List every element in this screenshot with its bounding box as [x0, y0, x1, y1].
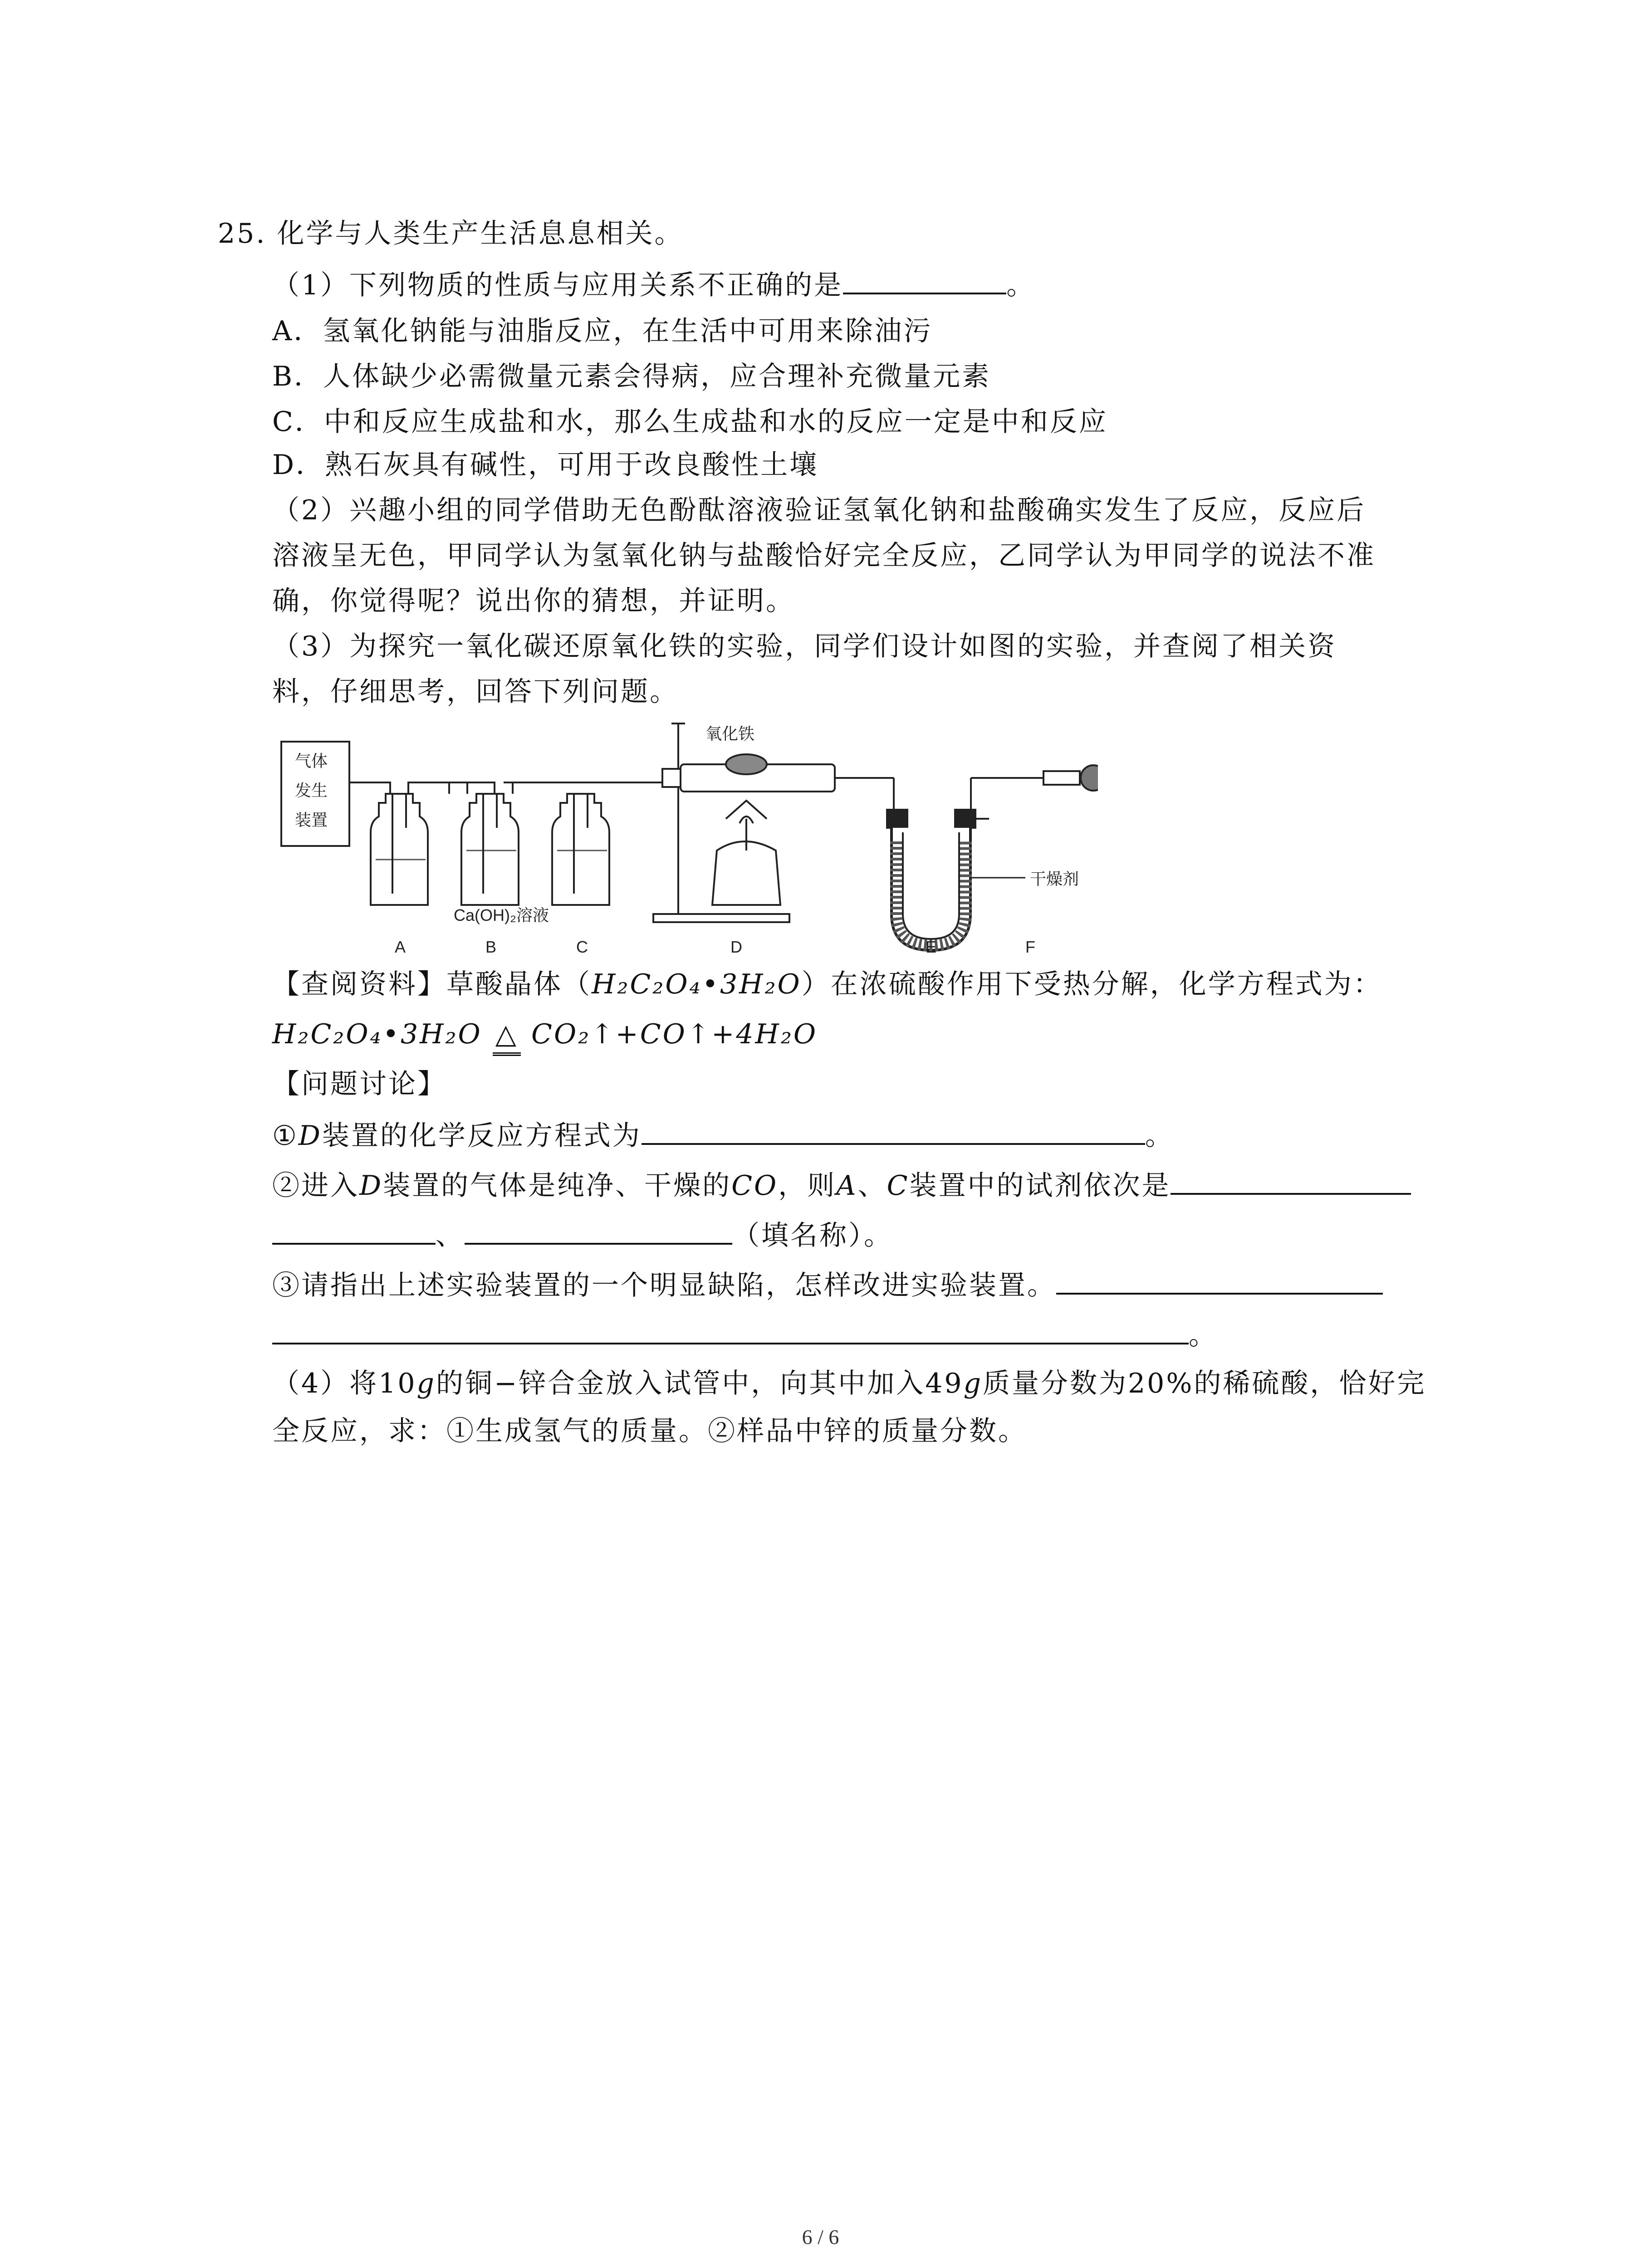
question-title: 25. 化学与人类生产生活息息相关。	[218, 218, 684, 249]
caoh2-label: Ca(OH)₂溶液	[454, 906, 549, 924]
part1-stem: （1）下列物质的性质与应用关系不正确的是 。	[272, 265, 1035, 303]
gen-box-line3: 装置	[295, 811, 328, 829]
discussion-q1: ①D装置的化学反应方程式为 。	[272, 1116, 1174, 1154]
label-e: E	[926, 938, 937, 956]
u-tube-e	[887, 778, 1025, 950]
apparatus-d	[653, 723, 894, 922]
label-c: C	[576, 938, 588, 956]
discussion-q3-cont: 。	[272, 1315, 1218, 1354]
iron-oxide-label: 氧化铁	[705, 724, 755, 743]
desiccant-label: 干燥剂	[1030, 870, 1079, 888]
option-a: A．氢氧化钠能与油脂反应，在生活中可用来除油污	[272, 315, 933, 347]
bottle-a	[371, 794, 428, 905]
answer-blank-reagent-c[interactable]	[465, 1216, 732, 1245]
reference-line1: 【查阅资料】草酸晶体（H₂C₂O₄•3H₂O）在浓硫酸作用下受热分解，化学方程式为：	[272, 968, 1382, 1000]
part3-line2: 料，仔细思考，回答下列问题。	[272, 676, 679, 708]
part4-line2: 全反应，求：①生成氢气的质量。②样品中锌的质量分数。	[272, 1415, 1027, 1447]
answer-blank-reagent-a-start[interactable]	[1171, 1166, 1411, 1195]
answer-blank-equation[interactable]	[642, 1116, 1145, 1145]
answer-blank-1[interactable]	[843, 265, 1006, 294]
option-b: B．人体缺少必需微量元素会得病，应合理补充微量元素	[272, 361, 991, 392]
part2-line2: 溶液呈无色，甲同学认为氢氧化钠与盐酸恰好完全反应，乙同学认为甲同学的说法不准	[272, 540, 1376, 572]
answer-blank-defect-start[interactable]	[1056, 1266, 1383, 1295]
part1-stem-text: （1）下列物质的性质与应用关系不正确的是	[272, 269, 843, 301]
reference-equation: H₂C₂O₄•3H₂O △ CO₂↑+CO↑+4H₂O	[272, 1016, 818, 1056]
label-b: B	[485, 938, 497, 956]
option-c: C．中和反应生成盐和水，那么生成盐和水的反应一定是中和反应	[272, 406, 1108, 438]
part2-line3: 确，你觉得呢？说出你的猜想，并证明。	[272, 585, 795, 617]
discussion-heading: 【问题讨论】	[272, 1068, 446, 1100]
heat-sign: △	[493, 1016, 521, 1056]
part3-line1: （3）为探究一氧化碳还原氧化铁的实验，同学们设计如图的实验，并查阅了相关资	[272, 631, 1337, 662]
discussion-q2-cont: 、 （填名称）。	[272, 1216, 893, 1254]
part4-line1: （4）将10g的铜−锌合金放入试管中，向其中加入49g质量分数为20%的稀硫酸，恰好完	[272, 1368, 1426, 1399]
oxalic-formula: H₂C₂O₄•3H₂O	[592, 968, 802, 1000]
gen-box-line2: 发生	[295, 781, 328, 800]
label-d: D	[730, 938, 742, 956]
drying-tube-f	[1016, 765, 1098, 791]
option-d: D．熟石灰具有碱性，可用于改良酸性土壤	[272, 449, 819, 481]
label-a: A	[395, 938, 406, 956]
part2-line1: （2）兴趣小组的同学借助无色酚酞溶液验证氢氧化钠和盐酸确实发生了反应，反应后	[272, 494, 1366, 526]
label-f: F	[1025, 938, 1035, 956]
bottle-c	[552, 794, 609, 905]
apparatus-diagram	[272, 714, 1098, 968]
bottle-b	[461, 794, 519, 905]
gen-box-line1: 气体	[295, 752, 328, 770]
answer-blank-defect[interactable]	[272, 1315, 1189, 1344]
discussion-q3: ③请指出上述实验装置的一个明显缺陷，怎样改进实验装置。	[272, 1266, 1383, 1304]
answer-blank-reagent-a[interactable]	[272, 1216, 436, 1245]
discussion-q2: ②进入D装置的气体是纯净、干燥的CO，则A、C装置中的试剂依次是	[272, 1166, 1411, 1204]
page-number: 6 / 6	[802, 2225, 839, 2248]
